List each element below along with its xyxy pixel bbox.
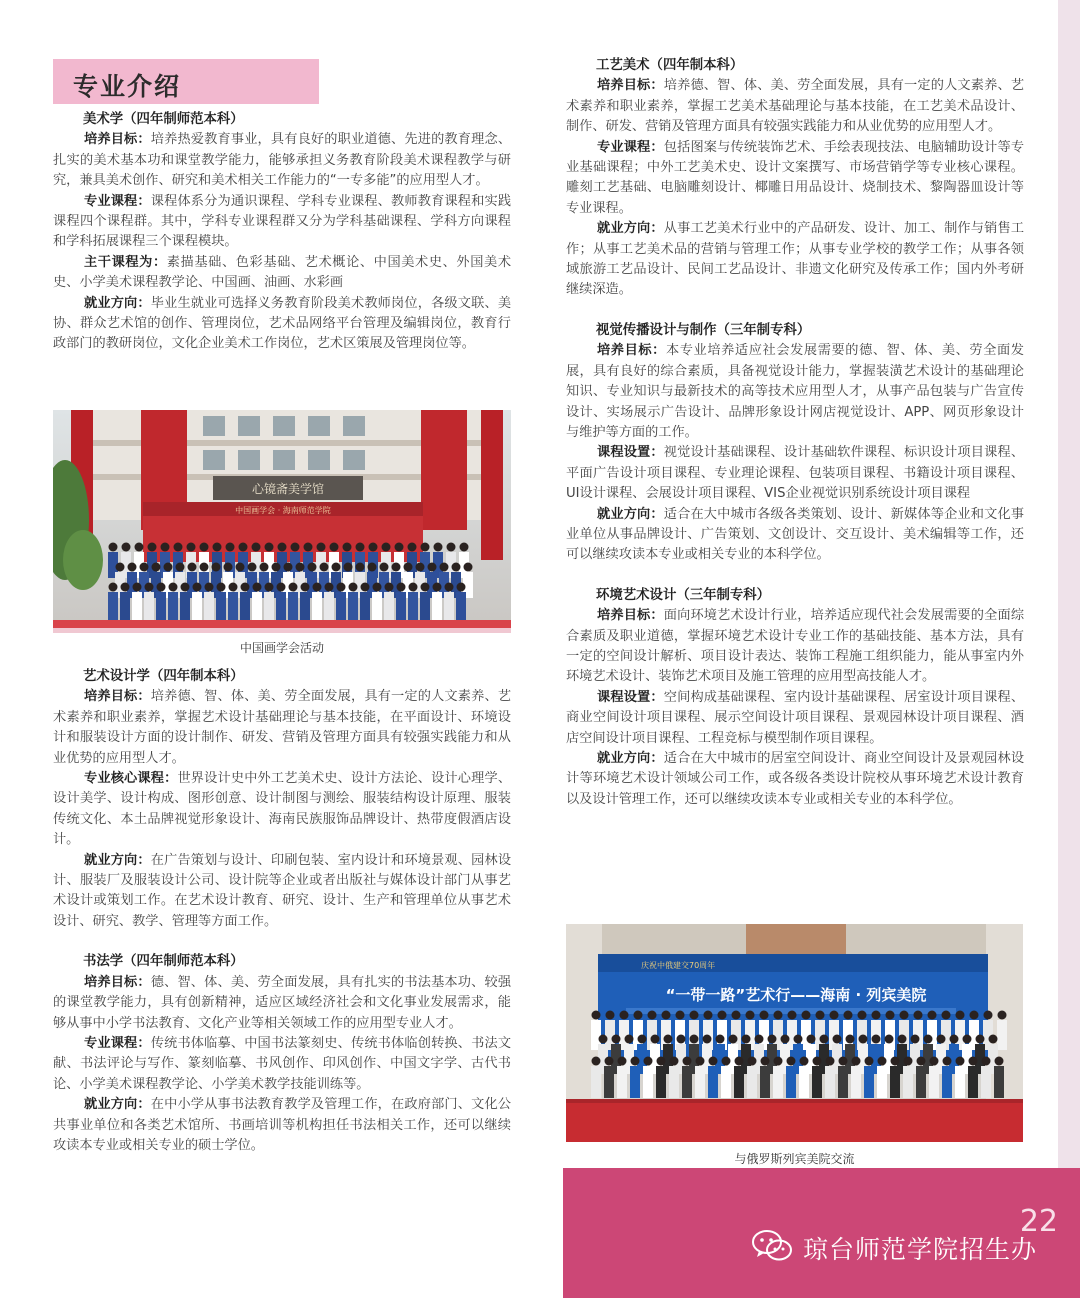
crowd-figure [942,1066,952,1098]
crowd-figure [682,1066,692,1098]
crowd-figure [903,1066,913,1098]
left-column-lower [53,667,511,1156]
para-label: 就业方向： [84,295,151,311]
major-title: 环境艺术设计（三年制专科） [596,587,771,603]
crowd-figure [838,1066,848,1098]
crowd-figure [300,592,310,620]
crowd-figure [144,592,154,620]
para-text: 从事工艺美术行业中的产品研发、设计、加工、制作与销售工作；从事工艺美术品的营销与管理工作；从事专业学校的教学工作；从事各领域旅游工艺品设计、民间工艺品设计、非遗文化研究及传承工作；国内外考研继续深造。 [566,221,1025,298]
photo-repin-academy-exchange [566,924,1023,1142]
backdrop-banner-text: 中国画学会 · 海南师范学院 [235,506,331,515]
major-paragraph [566,606,1024,688]
major-paragraph [53,687,511,769]
wechat-icon [751,1228,795,1268]
crowd-figure [456,592,466,620]
major-paragraph [53,253,511,294]
para-text: 世界设计史中外工艺美术史、设计方法论、设计心理学、设计美学、设计构成、图形创意、设计制图与测绘、服装结构设计原理、服装传统文化、本土品牌视觉形象设计、海南民族服饰品牌设计、热带度假酒店设计。 [53,771,512,848]
para-text: 传统书体临摹、中国书法篆刻史、传统书体临创转换、书法文献、书法评论与写作、篆刻临摹、书风创作、印风创作、中国文字学、古代书论、小学美术课程教学论、小学美术教学技能训练等。 [53,1035,512,1092]
major-section-visual-communication [566,321,1024,566]
major-paragraph [53,294,511,355]
crowd-figure [955,1066,965,1098]
crowd-figure [773,1066,783,1098]
para-text: 面向环境艺术设计行业，培养适应现代社会发展需要的全面综合素质及职业道德，掌握环境艺术设计专业工作的基础技能、基本方法，具有一定的空间设计解析、项目设计表达、装饰工程施工组织能力，能从事室内外环境艺术设计、装饰艺术项目及施工管理的应用型高技能人才。 [566,608,1025,685]
crowd-figure [372,592,382,620]
major-paragraph [566,341,1024,443]
crowd-figure [997,1020,1007,1050]
crowd-figure [981,1066,991,1098]
para-text: 在广告策划与设计、印刷包装、室内设计和环境景观、园林设计、服装厂及服装设计公司、设计院等企业或者出版社与媒体设计部门从事艺术设计或策划工作。在艺术设计教育、研究、设计、生产和管理单位从事艺术设计、研究、教学、管理等方面工作。 [53,852,512,929]
major-title: 艺术设计学（四年制本科） [83,669,244,684]
major-paragraph [566,219,1024,301]
major-paragraph [53,973,511,1034]
crowd-figure [617,1066,627,1098]
major-title: 书法学（四年制师范本科） [83,954,244,970]
crowd-figure [734,1066,744,1098]
crowd-figure [747,1066,757,1098]
photo-chinese-painting-society [53,410,511,633]
para-label: 课程设置： [597,689,664,705]
major-paragraph [566,138,1024,220]
crowd-figure [252,592,262,620]
crowd-figure [656,1066,666,1098]
crowd-figure [336,592,346,620]
photo-caption: 与俄罗斯列宾美院交流 [734,1152,855,1166]
major-paragraph [53,851,511,933]
crowd-figure [630,1066,640,1098]
crowd-figure [360,592,370,620]
para-label: 专业课程： [84,1035,151,1051]
decorative-strip [1058,0,1080,1170]
major-paragraph [53,769,511,851]
crowd-figure [156,592,166,620]
crowd-figure [760,1066,770,1098]
para-label: 培养目标： [84,974,151,990]
para-text: 德、智、体、美、劳全面发展，具有扎实的书法基本功、较强的课堂教学能力，具有创新精神，适应区域经济社会和文化事业发展需求，能够从事中小学书法教育、文化产业等相关领域工作的应用型专业人才。 [53,974,512,1031]
building-sign-text: 心镜斋美学馆 [251,482,325,496]
major-paragraph [53,192,511,253]
crowd-figure [786,1066,796,1098]
para-label: 就业方向： [597,221,664,237]
crowd-figure [276,592,286,620]
crowd-figure [288,592,298,620]
crowd-figure [669,1066,679,1098]
para-text: 培养德、智、体、美、劳全面发展，具有一定的人文素养、艺术素养和职业素养，掌握艺术设计基础理论与基本技能，在平面设计、环境设计和服装设计方面的设计制作、研发、营销及管理方面具有较强实践能力和从业优势的应用型人才。 [53,689,512,766]
major-paragraph [566,76,1024,137]
crowd-figure [444,592,454,620]
para-text: 在中小学从事书法教育教学及管理工作，在政府部门、文化公共事业单位和各类艺术馆所、书画培训等机构担任书法相关工作，还可以继续攻读本专业或相关专业的硕士学位。 [53,1097,512,1153]
crowd-figure [929,1066,939,1098]
para-label: 培养目标： [597,78,664,94]
major-title: 美术学（四年制师范本科） [83,112,244,127]
photo-caption: 中国画学会活动 [239,641,324,655]
para-label: 就业方向： [84,1097,151,1113]
para-text: 适合在大中城市的居室空间设计、商业空间设计及景观园林设计等环境艺术设计领域公司工作，或各级各类设计院校从事环境艺术设计教育以及设计管理工作，还可以继续攻读本专业或相关专业的本科学位。 [566,751,1025,807]
major-section-art-design [53,667,511,932]
section-header [53,59,319,104]
major-section-fine-arts [53,110,511,355]
banner-main-text: “一带一路”艺术行——海南 · 列宾美院 [665,986,927,1004]
major-paragraph [53,1095,511,1156]
left-column [53,110,511,355]
para-label: 就业方向： [597,506,664,522]
crowd-figure [132,592,142,620]
para-label: 专业课程： [84,193,151,209]
major-section-environmental-design [566,586,1024,810]
crowd-figure [851,1066,861,1098]
crowd-figure [591,1066,601,1098]
para-label: 课程设置： [597,445,664,461]
crowd-figure [204,592,214,620]
para-text: 视觉设计基础课程、设计基础软件课程、标识设计项目课程、平面广告设计项目课程、专业理论课程、包装项目课程、书籍设计项目课程、UI设计课程、会展设计项目课程、VIS企业视觉识别系统设计项目课程 [566,445,1025,502]
crowd-figure [994,1066,1004,1098]
crowd-figure [216,592,226,620]
crowd-figure [432,592,442,620]
para-text: 包括图案与传统装饰艺术、手绘表现技法、电脑辅助设计等专业基础课程；中外工艺美术史、设计文案撰写、市场营销学等专业核心课程。雕刻工艺基础、电脑雕刻设计、椰雕日用品设计、烧制技术、黎陶器皿设计等专业课程。 [566,139,1025,216]
crowd-figure [916,1066,926,1098]
crowd-figure [420,592,430,620]
major-paragraph [566,749,1024,810]
para-label: 就业方向： [597,751,664,766]
major-section-calligraphy [53,952,511,1156]
crowd-figure [408,592,418,620]
para-label: 主干课程为： [84,254,167,270]
para-label: 培养目标： [597,608,664,624]
major-paragraph [566,688,1024,749]
crowd-figure [864,1066,874,1098]
right-column [566,56,1024,810]
para-text: 课程体系分为通识课程、学科专业课程、教师教育课程和实践课程四个课程群。其中，学科专业课程群又分为学科基础课程、学科方向课程和学科拓展课程三个课程模块。 [53,193,512,250]
para-label: 培养目标： [84,689,151,705]
crowd-figure [890,1066,900,1098]
crowd-figure [192,592,202,620]
para-text: 空间构成基础课程、室内设计基础课程、居室设计项目课程、商业空间设计项目课程、展示空间设计项目课程、景观园林设计项目课程、酒店空间设计项目课程、工程竞标与模型制作项目课程。 [566,689,1025,746]
para-text: 素描基础、色彩基础、艺术概论、中国美术史、外国美术史、小学美术课程教学论、中国画、油画、水彩画 [53,254,512,291]
banner-subtext: 庆祝中俄建交70周年 [641,961,716,970]
para-label: 专业课程： [597,139,664,155]
page-number: 22 [1019,1204,1058,1239]
major-title: 工艺美术（四年制本科） [596,58,744,73]
crowd-figure [348,592,358,620]
crowd-figure [168,592,178,620]
crowd-figure [812,1066,822,1098]
crowd-figure [643,1066,653,1098]
crowd-figure [312,592,322,620]
crowd-figure [968,1066,978,1098]
crowd-figure [264,592,274,620]
crowd-figure [384,592,394,620]
crowd-figure [799,1066,809,1098]
crowd-figure [604,1066,614,1098]
para-label: 培养目标： [597,343,666,359]
crowd-figure [396,592,406,620]
para-text: 毕业生就业可选择义务教育阶段美术教师岗位，各级文联、美协、群众艺术馆的创作、管理岗位，艺术品网络平台管理及编辑岗位，教育行政部门的教研岗位，文化企业美术工作岗位，艺术区策展及管理岗位等。 [53,295,512,352]
para-label: 就业方向： [84,852,151,868]
page-title: 专业介绍 [73,72,182,101]
para-text: 培养热爱教育事业，具有良好的职业道德、先进的教育理念、扎实的美术基本功和课堂教学能力，能够承担义务教育阶段美术课程教学与研究，兼具美术创作、研究和美术相关工作能力的“一专多能”的应用型人才。 [53,132,512,189]
major-section-crafts [566,56,1024,301]
para-text: 培养德、智、体、美、劳全面发展，具有一定的人文素养、艺术素养和职业素养，掌握工艺美术基础理论与基本技能，在工艺美术品设计、制作、研发、营销及管理方面具有较强实践能力和从业优势的应用型人才。 [566,78,1025,135]
crowd-figure [180,592,190,620]
crowd-figure [721,1066,731,1098]
watermark-text: 琼台师范学院招生办 [803,1235,1038,1264]
crowd-figure [240,592,250,620]
crowd-figure [695,1066,705,1098]
para-label: 专业核心课程： [84,771,178,787]
major-paragraph [53,130,511,191]
crowd-figure [324,592,334,620]
major-title: 视觉传播设计与制作（三年制专科） [596,322,811,338]
crowd-figure [120,592,130,620]
crowd-figure [108,592,118,620]
major-paragraph [53,1034,511,1095]
crowd-figure [708,1066,718,1098]
major-paragraph [566,443,1024,504]
para-label: 培养目标： [84,132,151,148]
crowd-figure [228,592,238,620]
crowd-figure [877,1066,887,1098]
footer-band [563,1168,1080,1298]
para-text: 本专业培养适应社会发展需要的德、智、体、美、劳全面发展，具有良好的综合素质，具备视觉设计能力，掌握装潢艺术设计的基础理论知识、专业知识与最新技术的高等技术应用型人才，从事产品包装与广告宣传设计、实场展示广告设计、品牌形象设计网店视觉设计、APP、网页形象设计与维护等方面的工作。 [566,343,1024,440]
para-text: 适合在大中城市各级各类策划、设计、新媒体等企业和文化事业单位从事品牌设计、广告策划、文创设计、交互设计、美术编辑等工作，还可以继续攻读本专业或相关专业的本科学位。 [566,506,1025,563]
major-paragraph [566,505,1024,566]
crowd-figure [825,1066,835,1098]
